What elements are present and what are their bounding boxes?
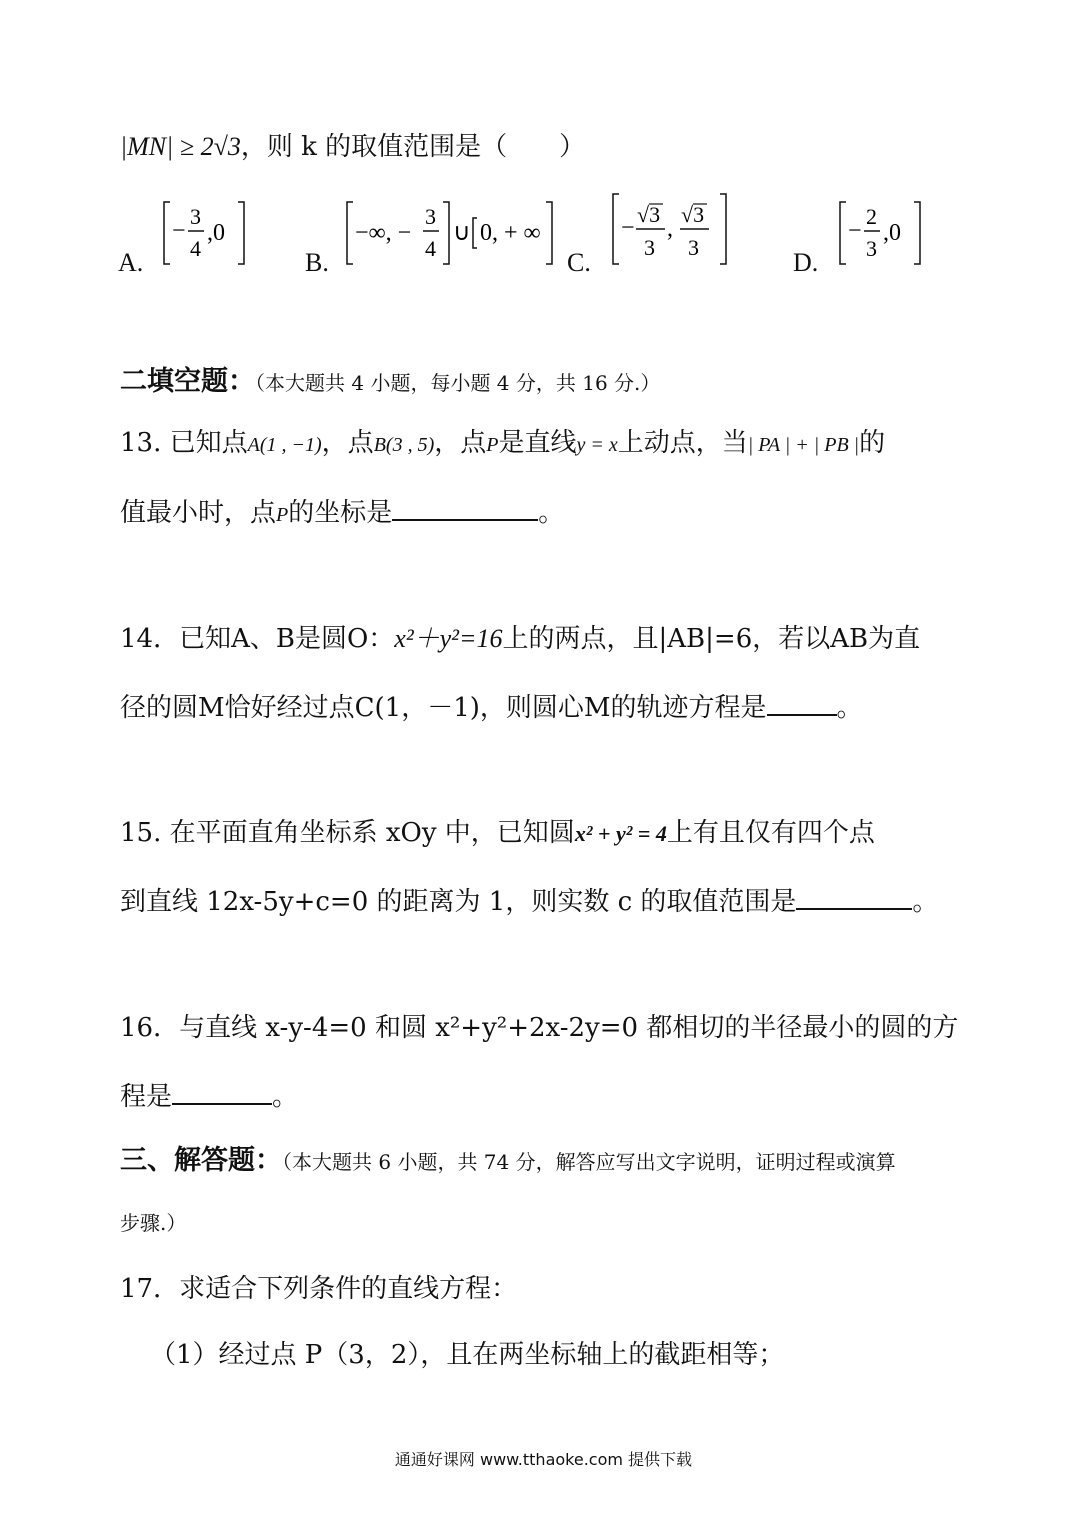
- q13-text-g: 值最小时，点: [120, 498, 277, 528]
- svg-text:3: 3: [644, 235, 655, 260]
- q16-text-b: 程是: [120, 1082, 173, 1112]
- option-c-label: C.: [567, 248, 591, 277]
- q13-text-a: 13. 已知点: [120, 428, 248, 458]
- svg-text:−∞, −: −∞, −: [355, 220, 412, 246]
- section2-note: （本大题共 4 小题，每小题 4 分，共 16 分.）: [255, 371, 661, 395]
- q12-condition-line: [120, 134, 585, 160]
- q17-part1: （1）经过点 P（3，2），且在两坐标轴上的截距相等；: [150, 1340, 785, 1370]
- svg-text:3: 3: [866, 236, 877, 261]
- q15-end: 。: [912, 887, 939, 917]
- q15-line1: [120, 820, 875, 846]
- svg-text:−: −: [621, 215, 635, 241]
- q15-text-a: 15. 在平面直角坐标系 xOy 中，已知圆: [120, 818, 575, 848]
- q16-end: 。: [272, 1082, 299, 1112]
- option-c-interval: [609, 190, 734, 270]
- q13-text-c: ，点: [434, 428, 487, 458]
- q16-line1: [120, 1015, 958, 1041]
- q16-text-a: 16．与直线 x-y-4=0 和圆 x²+y²+2x-2y=0 都相切的半径最小的圆的方: [120, 1013, 959, 1043]
- section3-heading: [120, 1147, 896, 1174]
- q12-text: ，则 k 的取值范围是（ ）: [240, 132, 586, 162]
- svg-text:−: −: [172, 218, 186, 244]
- q17-stem: 17．求适合下列条件的直线方程：: [120, 1274, 518, 1304]
- q12-condition: |MN| ≥ 2√3: [120, 132, 241, 161]
- q13-expr: | PA | + | PB |: [747, 434, 860, 456]
- q13-point-p: P: [486, 434, 499, 456]
- q15-circle-eq: x² + y² = 4: [574, 821, 667, 846]
- q13-text-e: 上动点，当: [617, 428, 748, 458]
- q13-text-d: 是直线: [498, 428, 577, 458]
- section2-heading: [120, 368, 660, 395]
- q16-line2: [120, 1081, 298, 1110]
- svg-text:3: 3: [190, 204, 201, 229]
- q13-text-h: 的坐标是: [288, 498, 393, 528]
- q13-point-p-2: P: [276, 504, 289, 526]
- q14-text-c: 径的圆M恰好经过点C(1，－1)，则圆心M的轨迹方程是: [120, 693, 767, 723]
- svg-text:3: 3: [425, 204, 436, 229]
- q14-text-b: 上的两点，且|AB|=6，若以AB为直: [502, 624, 921, 654]
- section2-title: 二填空题：: [120, 366, 255, 397]
- q14-text-a: 14．已知A、B是圆O：: [120, 624, 395, 654]
- option-a-interval: [160, 198, 250, 270]
- svg-text:√3: √3: [681, 202, 705, 227]
- q14-answer-blank[interactable]: [767, 692, 837, 716]
- q13-text-f: 的: [859, 428, 886, 458]
- q15-text-b: 上有且仅有四个点: [666, 818, 875, 848]
- svg-text:3: 3: [688, 235, 699, 260]
- q13-point-b: B(3 , 5): [373, 434, 435, 456]
- section3-note-line2: 步骤.）: [120, 1211, 187, 1235]
- svg-text:4: 4: [425, 236, 436, 261]
- svg-text:∪: ∪: [453, 220, 471, 246]
- svg-text:,0: ,0: [207, 220, 225, 246]
- q13-line1: [120, 430, 885, 456]
- svg-text:√3: √3: [637, 202, 661, 227]
- q15-text-c: 到直线 12x-5y+c=0 的距离为 1，则实数 c 的取值范围是: [120, 887, 797, 917]
- q14-line2: [120, 692, 863, 721]
- q13-line-eq: y = x: [576, 434, 618, 456]
- q13-end: 。: [538, 498, 565, 528]
- q16-answer-blank[interactable]: [172, 1081, 272, 1105]
- q15-line2: [120, 886, 938, 915]
- q14-line1: [120, 626, 920, 652]
- q14-end: 。: [836, 693, 863, 723]
- svg-text:,0: ,0: [883, 220, 901, 246]
- page-footer: 通通好课网 www.tthaoke.com 提供下载: [394, 1450, 693, 1469]
- q13-answer-blank[interactable]: [392, 497, 538, 521]
- q14-circle-eq: x²＋y²=16: [394, 624, 503, 653]
- option-b-interval: [343, 198, 558, 270]
- section3-note: （本大题共 6 小题，共 74 分，解答应写出文字说明，证明过程或演算: [282, 1150, 896, 1174]
- option-b-label: B.: [305, 248, 329, 277]
- svg-text:−: −: [848, 218, 862, 244]
- q15-answer-blank[interactable]: [796, 886, 912, 910]
- section3-title: 三、解答题：: [120, 1145, 282, 1176]
- svg-text:4: 4: [190, 236, 201, 261]
- svg-text:,: ,: [667, 216, 673, 242]
- svg-text:2: 2: [866, 204, 877, 229]
- q13-text-b: ，点: [321, 428, 374, 458]
- option-d-label: D.: [793, 248, 819, 277]
- q13-line2: [120, 497, 564, 526]
- q13-point-a: A(1 , −1): [247, 434, 322, 456]
- option-d-interval: [836, 198, 926, 270]
- svg-text:0, + ∞: 0, + ∞: [480, 220, 541, 246]
- option-a-label: A.: [118, 248, 144, 277]
